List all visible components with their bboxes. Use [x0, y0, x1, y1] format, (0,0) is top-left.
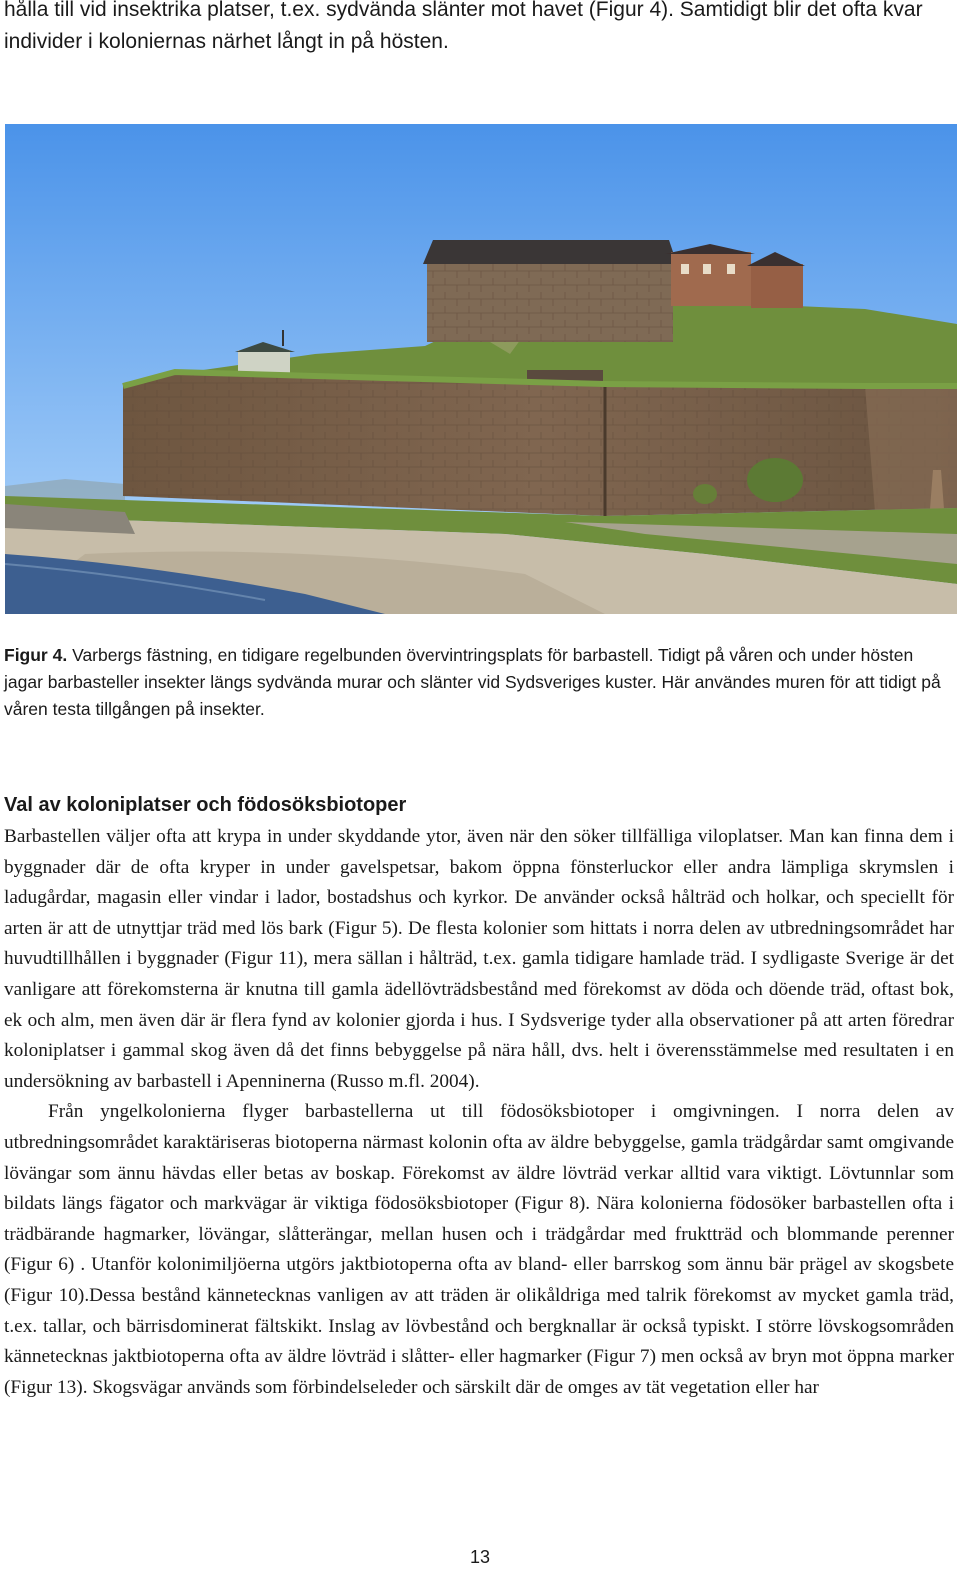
figure-caption-text: Varbergs fästning, en tidigare regelbunden övervintringsplats för barbastell. Tidigt på våren och under hösten jagar barbasteller insekter längs sydvända murar och slänter vid Sydsveriges kuster. Här användes muren för att tidigt på våren testa tillgången på insekter. [4, 645, 941, 719]
intro-paragraph: hålla till vid insektrika platser, t.ex. sydvända slänter mot havet (Figur 4). Samtidigt blir det ofta kvar individer i koloniernas närhet långt in på hösten. [4, 0, 923, 53]
page-number: 13 [469, 1547, 491, 1567]
foreground [5, 496, 957, 614]
body-paragraph: Från yngelkolonierna flyger barbastellerna ut till födosöksbiotoper i omgivningen. I norra delen av utbredningsområdet karaktäriseras biotoperna närmast kolonin ofta av äldre bebyggelse, gamla trädgårdar samt omgivande lövängar som ännu hävdas eller betas av boskap. Förekomst av äldre lövträd verkar alltid vara viktigt. Lövtunnlar som bildats längs fägator och markvägar är viktiga födosöksbiotoper (Figur 8). Nära kolonierna födosöker barbastellen ofta i trädbärande hagmarker, lövängar, slåtterängar, mellan husen och i trädgårdar med fruktträd och blommande perenner (Figur 6) . Utanför kolonimiljöerna utgörs jaktbiotoperna ofta av bland- eller barrskog som ännu bär prägel av skogsbete (Figur 10).Dessa bestånd kännetecknas vanligen av att träden är olikåldriga med talrik förekomst av mycket gamla träd, t.ex. tallar, och bärrisdominerat fältskikt. Inslag av lövbestånd och bergknallar är också typiskt. I större lövskogsområden kännetecknas jaktbiotoperna ofta av äldre lövträd i slåtter- eller hagmarker (Figur 7) men också av bryn mot öppna marker (Figur 13). Skogsvägar används som förbindelseleder och särskilt där de omges av tät vegetation eller har [4, 1101, 954, 1398]
section-body [4, 822, 954, 1403]
main-building-roof [423, 240, 677, 264]
figure-caption [4, 642, 954, 723]
red-building [671, 252, 751, 306]
fortress-wall [123, 372, 957, 516]
section-heading: Val av koloniplatser och födosöksbiotoper [4, 794, 407, 816]
red-building-far [751, 264, 803, 308]
figure-label: Figur 4. [4, 645, 68, 665]
figure-4-fortress-photo [5, 124, 957, 614]
body-paragraph: Barbastellen väljer ofta att krypa in under skyddande ytor, även när den söker tillfälliga viloplatser. Man kan finna dem i byggnader där de ofta kryper in under gavelspetsar, bakom öppna fönsterluckor eller andra lämpliga skrymslen i ladugårdar, magasin eller vindar i lador, bostadshus och kyrkor. De använder också hålträd och holkar, och speciellt för arten är att de utnyttjar träd med lös bark (Figur 5). De flesta kolonier som hittats i norra delen av utbredningsområdet har huvudtillhållen i byggnader (Figur 11), mera sällan i hålträd, t.ex. gamla tidigare hamlade träd. I sydligaste Sverige är det vanligare att förekomsterna är knutna till gamla ädellövträdsbestånd med förekomst av döda och döende träd, oftast bok, ek och alm, men även där är flera fynd av kolonier gjorda i hus. I Sydsverige tyder alla observationer på att arten föredrar koloniplatser i gammal skog även då det finns bebyggelse på nära håll, dvs. helt i överensstämmelse med resultaten i en undersökning av barbastell i Apenninerna (Russo m.fl. 2004). [4, 826, 954, 1092]
